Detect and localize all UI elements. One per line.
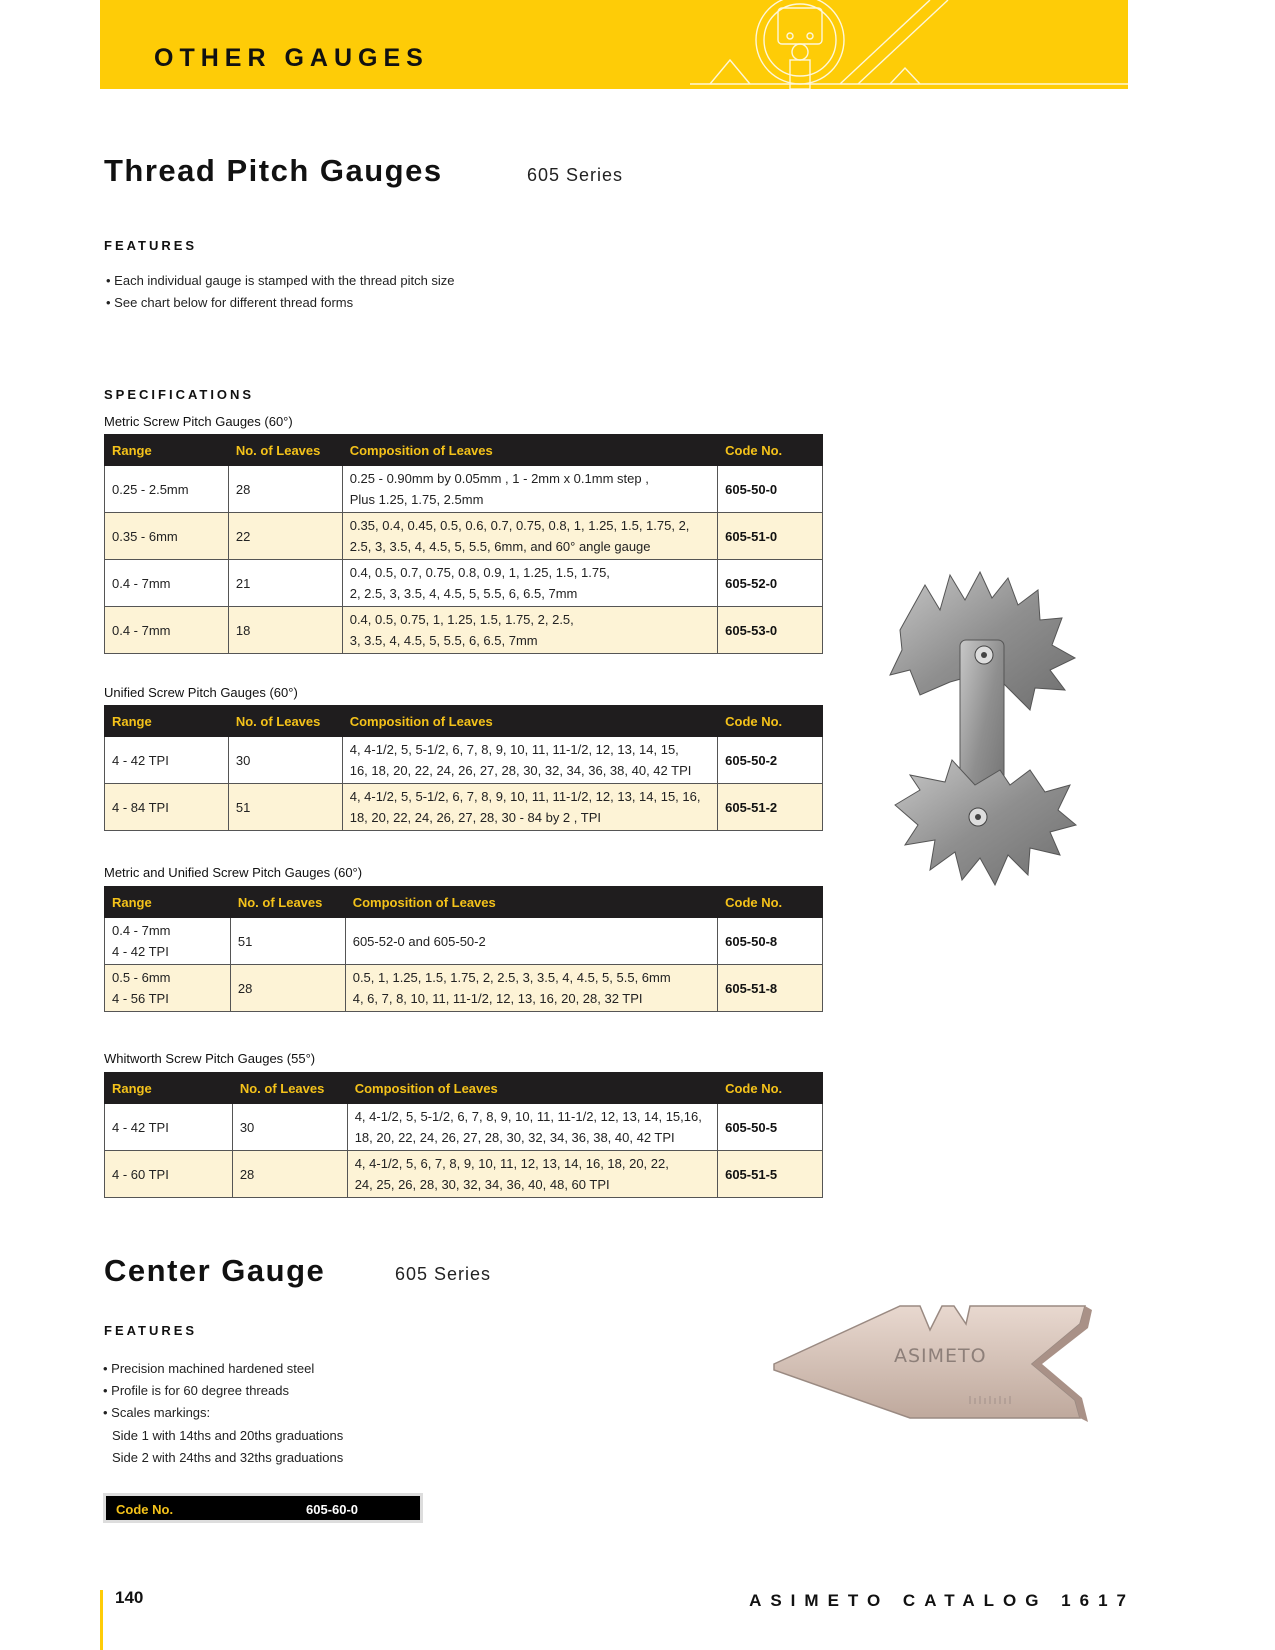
metric-unified-gauge-table — [104, 886, 823, 1012]
cell-leaves: 51 — [228, 784, 342, 831]
table-caption-whitworth: Whitworth Screw Pitch Gauges (55°) — [104, 1051, 316, 1066]
cell-range: 0.4 - 7mm 4 - 42 TPI — [105, 918, 231, 965]
center-features-label: FEATURES — [104, 1323, 198, 1338]
cell-composition: 0.25 - 0.90mm by 0.05mm , 1 - 2mm x 0.1mm step , Plus 1.25, 1.75, 2.5mm — [342, 466, 717, 513]
center-code-bar — [103, 1493, 423, 1523]
cell-range: 0.4 - 7mm — [105, 607, 229, 654]
scale-lines — [112, 1425, 343, 1469]
thread-title: Thread Pitch Gauges — [104, 153, 443, 188]
specifications-label: SPECIFICATIONS — [104, 387, 255, 402]
col-code: Code No. — [718, 706, 823, 737]
cell-composition: 0.35, 0.4, 0.45, 0.5, 0.6, 0.7, 0.75, 0.8, 1, 1.25, 1.5, 1.75, 2, 2.5, 3, 3.5, 4, 4.5, 5, 5.5, 6mm, and 60° angle gauge — [342, 513, 717, 560]
cell-leaves: 28 — [228, 466, 342, 513]
cell-composition: 0.4, 0.5, 0.75, 1, 1.25, 1.5, 1.75, 2, 2.5, 3, 3.5, 4, 4.5, 5, 5.5, 6, 6.5, 7mm — [342, 607, 717, 654]
scale-line: Side 2 with 24ths and 32ths graduations — [112, 1450, 344, 1465]
cell-range: 4 - 42 TPI — [105, 1104, 233, 1151]
thread-features-label: FEATURES — [104, 238, 198, 253]
feature-item: • See chart below for different thread forms — [106, 292, 455, 314]
table-caption-metric: Metric Screw Pitch Gauges (60°) — [104, 414, 293, 429]
cell-code: 605-50-2 — [718, 737, 823, 784]
code-label: Code No. — [116, 1502, 174, 1517]
cell-leaves: 22 — [228, 513, 342, 560]
cell-leaves: 30 — [228, 737, 342, 784]
feature-item: • Each individual gauge is stamped with the thread pitch size — [106, 270, 455, 292]
code-value: 605-60-0 — [306, 1502, 359, 1517]
cell-code: 605-50-8 — [718, 918, 823, 965]
brand-stamp: ASIMETO — [894, 1345, 987, 1367]
feature-item: • Profile is for 60 degree threads — [103, 1380, 314, 1402]
thread-features-list — [106, 270, 455, 314]
table-row — [105, 513, 823, 560]
cell-composition: 4, 4-1/2, 5, 5-1/2, 6, 7, 8, 9, 10, 11, 11-1/2, 12, 13, 14, 15, 16, 18, 20, 22, 24, 26, 27, 28, 30, 32, 34, 36, 38, 40, 42 TPI — [342, 737, 717, 784]
page-accent-bar — [100, 1590, 103, 1650]
cell-code: 605-52-0 — [718, 560, 823, 607]
cell-range: 0.35 - 6mm — [105, 513, 229, 560]
table-header-row — [105, 435, 823, 466]
cell-range: 0.25 - 2.5mm — [105, 466, 229, 513]
cell-leaves: 21 — [228, 560, 342, 607]
cell-code: 605-51-8 — [718, 965, 823, 1012]
cell-range: 0.4 - 7mm — [105, 560, 229, 607]
col-composition: Composition of Leaves — [342, 435, 717, 466]
table-row — [105, 1104, 823, 1151]
scale-line: Side 1 with 14ths and 20ths graduations — [112, 1428, 344, 1443]
cell-range: 4 - 60 TPI — [105, 1151, 233, 1198]
cell-code: 605-50-5 — [718, 1104, 823, 1151]
table-header-row — [105, 706, 823, 737]
table-row — [105, 965, 823, 1012]
col-range: Range — [105, 887, 231, 918]
protractor-line-art — [690, 0, 1128, 89]
cell-code: 605-50-0 — [718, 466, 823, 513]
cell-composition: 0.4, 0.5, 0.7, 0.75, 0.8, 0.9, 1, 1.25, 1.5, 1.75, 2, 2.5, 3, 3.5, 4, 4.5, 5, 5.5, 6, 6.5, 7mm — [342, 560, 717, 607]
col-code: Code No. — [718, 1073, 823, 1104]
col-composition: Composition of Leaves — [347, 1073, 717, 1104]
table-row — [105, 737, 823, 784]
cell-code: 605-53-0 — [718, 607, 823, 654]
table-row — [105, 1151, 823, 1198]
thread-series: 605 Series — [527, 165, 624, 185]
cell-range: 4 - 42 TPI — [105, 737, 229, 784]
cell-code: 605-51-2 — [718, 784, 823, 831]
cell-range: 4 - 84 TPI — [105, 784, 229, 831]
table-caption-unified: Unified Screw Pitch Gauges (60°) — [104, 685, 298, 700]
col-code: Code No. — [718, 435, 823, 466]
col-composition: Composition of Leaves — [345, 887, 717, 918]
table-caption-metric-unified: Metric and Unified Screw Pitch Gauges (60°) — [104, 865, 363, 880]
col-leaves: No. of Leaves — [228, 435, 342, 466]
cell-composition: 4, 4-1/2, 5, 5-1/2, 6, 7, 8, 9, 10, 11, 11-1/2, 12, 13, 14, 15,16, 18, 20, 22, 24, 26, 27, 28, 30, 32, 34, 36, 38, 40, 42 TPI — [347, 1104, 717, 1151]
col-composition: Composition of Leaves — [342, 706, 717, 737]
col-range: Range — [105, 435, 229, 466]
thread-pitch-gauge-image — [880, 570, 1080, 910]
table-header-row — [105, 1073, 823, 1104]
center-features-list — [103, 1358, 314, 1424]
cell-leaves: 18 — [228, 607, 342, 654]
cell-composition: 0.5, 1, 1.25, 1.5, 1.75, 2, 2.5, 3, 3.5, 4, 4.5, 5, 5.5, 6mm 4, 6, 7, 8, 10, 11, 11-1/2, 12, 13, 16, 20, 28, 32 TPI — [345, 965, 717, 1012]
cell-composition: 4, 4-1/2, 5, 5-1/2, 6, 7, 8, 9, 10, 11, 11-1/2, 12, 13, 14, 15, 16, 18, 20, 22, 24, 26, 27, 28, 30 - 84 by 2 , TPI — [342, 784, 717, 831]
table-row — [105, 466, 823, 513]
cell-leaves: 28 — [230, 965, 345, 1012]
table-row — [105, 607, 823, 654]
table-row — [105, 918, 823, 965]
cell-leaves: 28 — [232, 1151, 347, 1198]
header-banner — [100, 0, 1128, 89]
feature-item: • Precision machined hardened steel — [103, 1358, 314, 1380]
unified-gauge-table — [104, 705, 823, 831]
cell-composition: 4, 4-1/2, 5, 6, 7, 8, 9, 10, 11, 12, 13, 14, 16, 18, 20, 22, 24, 25, 26, 28, 30, 32, 34, 36, 40, 48, 60 TPI — [347, 1151, 717, 1198]
metric-gauge-table — [104, 434, 823, 654]
col-leaves: No. of Leaves — [232, 1073, 347, 1104]
col-range: Range — [105, 706, 229, 737]
center-title: Center Gauge — [104, 1253, 326, 1288]
col-leaves: No. of Leaves — [230, 887, 345, 918]
catalog-label: ASIMETO CATALOG 1617 — [749, 1591, 1135, 1610]
col-code: Code No. — [718, 887, 823, 918]
cell-range: 0.5 - 6mm 4 - 56 TPI — [105, 965, 231, 1012]
center-gauge-image — [770, 1300, 1110, 1430]
table-row — [105, 784, 823, 831]
whitworth-gauge-table — [104, 1072, 823, 1198]
cell-code: 605-51-5 — [718, 1151, 823, 1198]
col-leaves: No. of Leaves — [228, 706, 342, 737]
table-row — [105, 560, 823, 607]
cell-leaves: 51 — [230, 918, 345, 965]
section-title: OTHER GAUGES — [154, 44, 429, 72]
page-number: 140 — [115, 1588, 144, 1607]
cell-composition: 605-52-0 and 605-50-2 — [345, 918, 717, 965]
feature-item: • Scales markings: — [103, 1402, 314, 1424]
cell-leaves: 30 — [232, 1104, 347, 1151]
cell-code: 605-51-0 — [718, 513, 823, 560]
table-header-row — [105, 887, 823, 918]
col-range: Range — [105, 1073, 233, 1104]
center-series: 605 Series — [395, 1264, 492, 1284]
